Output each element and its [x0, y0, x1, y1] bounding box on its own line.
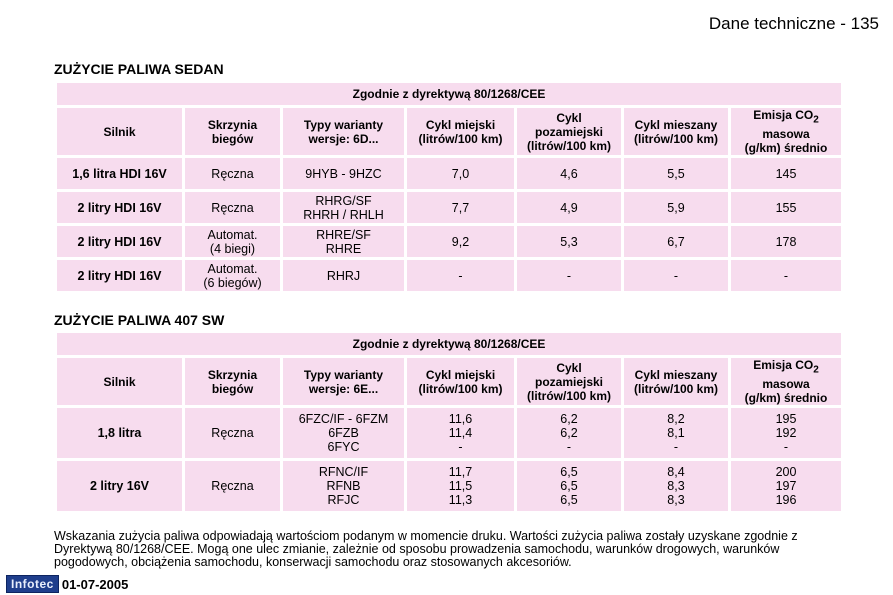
urban-cell-line: 11,4 — [448, 426, 473, 441]
column-header-extra-line: (litrów/100 km) — [526, 138, 612, 153]
table-row — [57, 226, 841, 257]
gearbox-cell — [185, 260, 280, 291]
mixed-cell-line: - — [673, 268, 679, 283]
column-header-urban-line: (litrów/100 km) — [418, 131, 503, 146]
engine-cell: 1,8 litra — [57, 408, 182, 458]
column-header-gearbox — [185, 358, 280, 405]
column-header-variants — [283, 108, 404, 155]
column-header-urban-line: Cykl miejski — [425, 367, 496, 382]
column-header-co2-line — [733, 358, 839, 377]
co2-cell-line: - — [783, 268, 789, 283]
mixed-cell-line: 8,3 — [667, 479, 685, 494]
variants-cell-line: RFJC — [327, 493, 360, 508]
variants-cell-line: 9HYB - 9HZC — [305, 166, 382, 181]
co2-cell-line: 192 — [775, 426, 797, 441]
co2-cell — [731, 260, 841, 291]
column-header-urban — [407, 108, 514, 155]
column-header-extra-line: pozamiejski — [534, 124, 604, 139]
co2-cell-line: 155 — [775, 200, 797, 215]
variants-cell — [283, 461, 404, 511]
variants-cell — [283, 158, 404, 189]
mixed-cell-line: - — [673, 440, 679, 455]
extra-cell — [517, 461, 621, 511]
gearbox-cell — [185, 408, 280, 458]
infotec-logo: Infotec — [6, 575, 59, 593]
co2-label: Emisja CO — [753, 108, 814, 122]
sw-section-title: ZUŻYCIE PALIWA 407 SW — [54, 312, 225, 328]
variants-cell-line: RHRE — [325, 241, 362, 256]
column-header-urban-line: Cykl miejski — [425, 117, 496, 132]
footer-date: 01-07-2005 — [61, 576, 129, 592]
co2-cell-line: 196 — [775, 493, 797, 508]
table-row — [57, 408, 841, 458]
urban-cell — [407, 408, 514, 458]
urban-cell — [407, 461, 514, 511]
co2-subscript: 2 — [813, 364, 819, 376]
engine-cell: 2 litry 16V — [57, 461, 182, 511]
co2-cell — [731, 192, 841, 223]
sedan-fuel-table — [54, 80, 844, 294]
column-header-co2-line: masowa — [762, 127, 810, 142]
engine-cell: 1,6 litra HDI 16V — [57, 158, 182, 189]
engine-cell: 2 litry HDI 16V — [57, 260, 182, 291]
column-header-gearbox-line: Skrzynia — [207, 367, 258, 382]
variants-cell-line: RHRG/SF — [315, 193, 372, 208]
column-header-extra — [517, 358, 621, 405]
column-header-co2-line — [733, 108, 839, 127]
column-header-engine-line: Silnik — [103, 374, 136, 389]
mixed-cell — [624, 226, 728, 257]
urban-cell-line: 11,5 — [448, 479, 473, 494]
gearbox-cell — [185, 226, 280, 257]
column-header-gearbox — [185, 108, 280, 155]
variants-cell — [283, 260, 404, 291]
mixed-cell-line: 8,4 — [667, 465, 685, 480]
column-header-co2-line: (g/km) średnio — [744, 391, 828, 406]
extra-cell — [517, 408, 621, 458]
extra-cell — [517, 226, 621, 257]
extra-cell-line: 6,2 — [560, 426, 578, 441]
variants-cell — [283, 408, 404, 458]
column-header-mixed — [624, 108, 728, 155]
urban-cell-line: 11,6 — [448, 412, 473, 427]
directive-header: Zgodnie z dyrektywą 80/1268/CEE — [57, 333, 841, 355]
variants-cell-line: RFNC/IF — [318, 465, 369, 480]
co2-cell — [731, 226, 841, 257]
column-header-engine — [57, 108, 182, 155]
urban-cell-line: - — [458, 440, 463, 455]
directive-header: Zgodnie z dyrektywą 80/1268/CEE — [57, 83, 841, 105]
co2-cell-line: - — [783, 440, 789, 455]
gearbox-cell-line: Ręczna — [211, 426, 254, 441]
mixed-cell-line: 5,9 — [667, 200, 685, 215]
footnote: Wskazania zużycia paliwa odpowiadają wartościom podanym w momencie druku. Wartości zużycia paliwa zostały uzyskane zgodnie z Dyrektywą 80/1268/CEE. Mogą one ulec zmianie, zależnie od sposobu prowadzenia samochodu, warunków drogowych, warunków pogodowych, obciążenia samochodu, konserwacji samochodu oraz stosowanych akcesoriów. — [54, 529, 798, 569]
extra-cell-line: 6,5 — [560, 479, 578, 494]
variants-cell-line: 6FZC/IF - 6FZM — [298, 412, 389, 427]
urban-cell — [407, 226, 514, 257]
gearbox-cell-line: (4 biegi) — [209, 241, 256, 256]
mixed-cell-line: 8,1 — [667, 426, 685, 441]
column-header-co2-line: (g/km) średnio — [744, 141, 828, 156]
column-header-mixed-line: Cykl mieszany — [634, 367, 718, 382]
co2-cell-line: 145 — [775, 166, 797, 181]
column-header-variants-line: Typy warianty — [303, 117, 384, 132]
column-header-mixed — [624, 358, 728, 405]
mixed-cell-line: 8,3 — [667, 493, 685, 508]
co2-label: Emisja CO — [753, 358, 814, 372]
variants-cell-line: 6FZB — [328, 426, 359, 441]
column-header-engine — [57, 358, 182, 405]
mixed-cell-line: 6,7 — [667, 234, 685, 249]
urban-cell-line: 9,2 — [451, 234, 470, 249]
extra-cell-line: 4,9 — [560, 200, 578, 215]
mixed-cell — [624, 408, 728, 458]
co2-cell — [731, 158, 841, 189]
co2-subscript: 2 — [813, 114, 819, 126]
gearbox-cell-line: Ręczna — [211, 200, 254, 215]
column-header-variants-line: wersje: 6E... — [308, 381, 379, 396]
co2-cell-line: 197 — [775, 479, 797, 494]
extra-cell — [517, 260, 621, 291]
engine-cell: 2 litry HDI 16V — [57, 226, 182, 257]
variants-cell-line: 6FYC — [327, 440, 360, 455]
urban-cell-line: 7,7 — [451, 200, 470, 215]
extra-cell-line: 6,2 — [560, 412, 578, 427]
engine-cell: 2 litry HDI 16V — [57, 192, 182, 223]
column-header-gearbox-line: biegów — [211, 381, 254, 396]
column-header-co2 — [731, 108, 841, 155]
co2-cell — [731, 408, 841, 458]
gearbox-cell — [185, 461, 280, 511]
column-header-urban-line: (litrów/100 km) — [418, 381, 503, 396]
co2-cell — [731, 461, 841, 511]
extra-cell-line: 5,3 — [560, 234, 578, 249]
mixed-cell — [624, 461, 728, 511]
column-header-co2 — [731, 358, 841, 405]
gearbox-cell-line: Ręczna — [211, 479, 254, 494]
column-header-urban — [407, 358, 514, 405]
column-header-extra-line: Cykl — [556, 110, 582, 125]
urban-cell — [407, 192, 514, 223]
variants-cell — [283, 226, 404, 257]
footer — [6, 575, 128, 593]
variants-cell — [283, 192, 404, 223]
urban-cell-line: 11,3 — [448, 493, 473, 508]
table-row — [57, 158, 841, 189]
column-header-gearbox-line: biegów — [211, 131, 254, 146]
column-header-extra-line: (litrów/100 km) — [526, 388, 612, 403]
variants-cell-line: RHRJ — [326, 268, 361, 283]
co2-cell-line: 200 — [775, 465, 797, 480]
column-header-mixed-line: (litrów/100 km) — [633, 381, 719, 396]
column-header-gearbox-line: Skrzynia — [207, 117, 258, 132]
column-header-extra-line: pozamiejski — [534, 374, 604, 389]
variants-cell-line: RHRH / RHLH — [303, 207, 384, 222]
table-row — [57, 260, 841, 291]
extra-cell — [517, 192, 621, 223]
table-row — [57, 461, 841, 511]
page-header: Dane techniczne - 135 — [708, 14, 879, 33]
extra-cell-line: - — [566, 268, 572, 283]
extra-cell-line: 6,5 — [560, 465, 578, 480]
co2-cell-line: 178 — [775, 234, 797, 249]
column-header-variants-line: Typy warianty — [303, 367, 384, 382]
column-header-co2-line: masowa — [762, 377, 810, 392]
mixed-cell-line: 8,2 — [667, 412, 685, 427]
gearbox-cell-line: Automat. — [207, 261, 258, 276]
urban-cell-line: 11,7 — [448, 465, 473, 480]
table-row — [57, 192, 841, 223]
gearbox-cell — [185, 192, 280, 223]
mixed-cell — [624, 158, 728, 189]
gearbox-cell-line: Ręczna — [211, 166, 254, 181]
extra-cell-line: 4,6 — [560, 166, 578, 181]
extra-cell — [517, 158, 621, 189]
column-header-mixed-line: Cykl mieszany — [634, 117, 718, 132]
mixed-cell — [624, 192, 728, 223]
gearbox-cell — [185, 158, 280, 189]
sedan-section-title: ZUŻYCIE PALIWA SEDAN — [54, 61, 224, 77]
column-header-variants-line: wersje: 6D... — [308, 131, 379, 146]
mixed-cell — [624, 260, 728, 291]
extra-cell-line: - — [566, 440, 572, 455]
column-header-variants — [283, 358, 404, 405]
urban-cell — [407, 158, 514, 189]
variants-cell-line: RHRE/SF — [316, 227, 371, 242]
column-header-extra-line: Cykl — [556, 360, 582, 375]
urban-cell-line: 7,0 — [451, 166, 470, 181]
column-header-mixed-line: (litrów/100 km) — [633, 131, 719, 146]
column-header-extra — [517, 108, 621, 155]
mixed-cell-line: 5,5 — [667, 166, 685, 181]
urban-cell-line: - — [458, 268, 463, 283]
co2-cell-line: 195 — [775, 412, 797, 427]
column-header-engine-line: Silnik — [103, 124, 136, 139]
variants-cell-line: RFNB — [326, 479, 361, 494]
urban-cell — [407, 260, 514, 291]
gearbox-cell-line: (6 biegów) — [203, 275, 262, 290]
extra-cell-line: 6,5 — [560, 493, 578, 508]
sw-fuel-table — [54, 330, 844, 514]
gearbox-cell-line: Automat. — [207, 227, 258, 242]
